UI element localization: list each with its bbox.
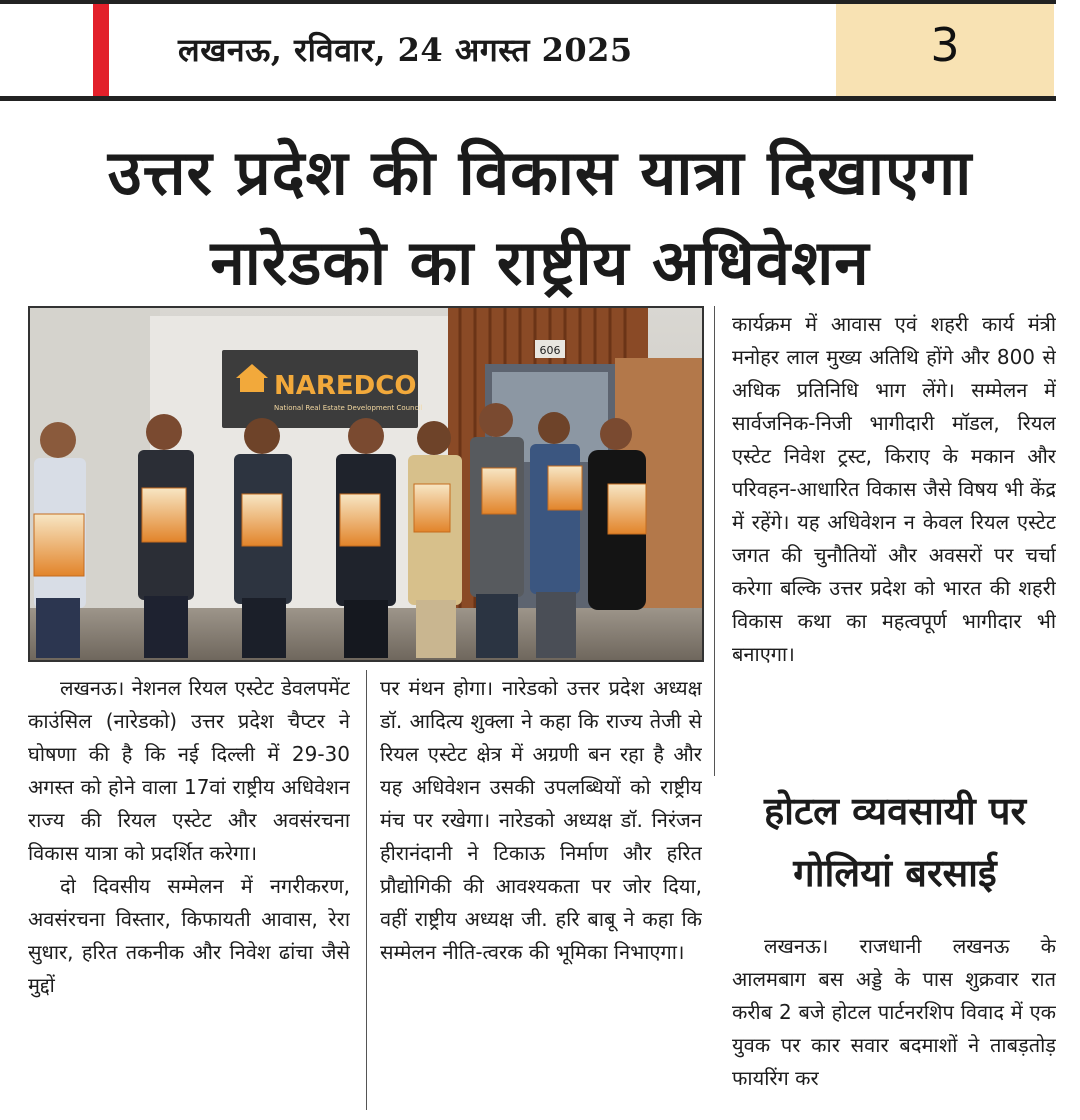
person-5 — [408, 421, 462, 658]
page-number-box — [836, 4, 1054, 96]
masthead-rule — [0, 96, 1056, 101]
group-photo-illustration — [30, 308, 702, 660]
door-number: 606 — [539, 344, 561, 357]
second-headline-line-1: होटल व्यवसायी पर — [763, 789, 1027, 833]
second-article-body — [732, 930, 1056, 1112]
headline-line-2: नारेडको का राष्ट्रीय अधिवेशन — [210, 226, 870, 299]
column-1-paragraph-1: लखनऊ। नेशनल रियल एस्टेट डेवलपमेंट काउंसिल (नारेडको) उत्तर प्रदेश चैप्टर ने घोषणा की है कि नई दिल्ली में 29-30 अगस्त को होने वाला 17वां राष्ट्रीय अधिवेशन राज्य की रियल एस्टेट और अवसंरचना विकास यात्रा को प्रदर्शित करेगा। — [28, 676, 350, 865]
column-rule-1 — [366, 670, 367, 1110]
naredco-sign: NAREDCO — [274, 371, 417, 401]
article-column-1 — [28, 672, 350, 1112]
main-headline — [20, 128, 1060, 308]
second-article-paragraph: लखनऊ। राजधानी लखनऊ के आलमबाग बस अड्डे के पास शुक्रवार रात करीब 2 बजे होटल पार्टनरशिप विवाद में एक युवक पर कार सवार बदमाशों ने ताबड़तोड़ फायरिंग कर — [732, 934, 1056, 1090]
news-photo — [28, 306, 704, 662]
article-column-3 — [732, 308, 1056, 776]
column-2-paragraph-1: पर मंथन होगा। नारेडको उत्तर प्रदेश अध्यक्ष डॉ. आदित्य शुक्ला ने कहा कि राज्य तेजी से रियल एस्टेट क्षेत्र में अग्रणी बन रहा है और यह अधिवेशन उसकी उपलब्धियों को राष्ट्रीय मंच पर रखेगा। नारेडको अध्यक्ष डॉ. निरंजन हीरानंदानी ने टिकाऊ निर्माण और हरित प्रौद्योगिकी की आवश्यकता पर जोर दिया, वहीं राष्ट्रीय अध्यक्ष जी. हरि बाबू ने कहा कि सम्मेलन नीति-त्वरक की भूमिका निभाएगा। — [380, 676, 702, 964]
article-column-2 — [380, 672, 702, 1112]
dateline: लखनऊ, रविवार, 24 अगस्त 2025 — [178, 31, 633, 69]
masthead — [0, 4, 1056, 96]
second-article-headline — [728, 780, 1062, 904]
person-6 — [470, 403, 524, 658]
red-accent-bar — [93, 4, 109, 99]
person-7 — [530, 412, 580, 658]
page-number: 3 — [930, 18, 960, 72]
headline-line-1: उत्तर प्रदेश की विकास यात्रा दिखाएगा — [107, 136, 973, 209]
column-rule-2 — [714, 306, 715, 776]
second-headline-line-2: गोलियां बरसाई — [793, 851, 997, 895]
column-1-paragraph-2: दो दिवसीय सम्मेलन में नगरीकरण, अवसंरचना विस्तार, किफायती आवास, रेरा सुधार, हरित तकनीक और निवेश ढांचा जैसे मुद्दों — [28, 874, 350, 997]
column-3-paragraph-1: कार्यक्रम में आवास एवं शहरी कार्य मंत्री मनोहर लाल मुख्य अतिथि होंगे और 800 से अधिक प्रतिनिधि भाग लेंगे। सम्मेलन में सार्वजनिक-निजी भागीदारी मॉडल, रियल एस्टेट निवेश ट्रस्ट, किराए के मकान और परिवहन-आधारित विकास जैसे विषय भी केंद्र में रहेंगे। यह अधिवेशन न केवल रियल एस्टेट जगत की चुनौतियों और अवसरों पर चर्चा करेगा बल्कि उत्तर प्रदेश को भारत की शहरी विकास कथा का महत्वपूर्ण भागीदार भी बनाएगा। — [732, 312, 1056, 666]
naredco-sign-subtext: National Real Estate Development Council — [274, 404, 423, 412]
